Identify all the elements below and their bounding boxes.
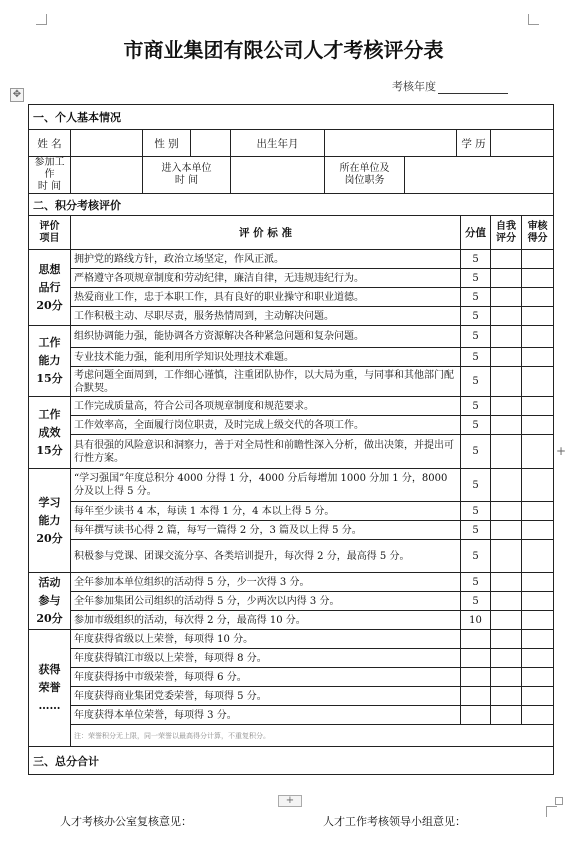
criterion-score: 5	[461, 502, 491, 521]
self-score-cell[interactable]	[491, 611, 522, 630]
gender-input-cell[interactable]	[191, 130, 231, 157]
self-score-cell[interactable]	[491, 469, 522, 502]
review-score-cell[interactable]	[522, 573, 554, 592]
review-score-cell[interactable]	[522, 521, 554, 540]
education-input-cell[interactable]	[491, 130, 554, 157]
self-score-cell[interactable]	[491, 540, 522, 573]
review-score-cell[interactable]	[522, 326, 554, 348]
criterion-text: 年度获得省级以上荣誉，每项得 10 分。	[71, 630, 461, 649]
dept-post-input-cell[interactable]	[405, 157, 554, 194]
self-score-cell[interactable]	[491, 250, 522, 269]
review-score-cell[interactable]	[522, 630, 554, 649]
assessment-year-blank[interactable]	[438, 81, 508, 94]
criterion-text: 专业技术能力强，能利用所学知识处理技术难题。	[71, 348, 461, 367]
add-row-icon[interactable]: +	[278, 795, 302, 807]
section1-heading-row	[29, 105, 554, 130]
birth-label: 出生年月	[231, 130, 325, 157]
category-cell: 活动 参与 20分	[29, 573, 71, 630]
criterion-score	[461, 630, 491, 649]
basic-info-row-1	[29, 130, 554, 157]
review-score-cell[interactable]	[522, 706, 554, 725]
self-score-cell[interactable]	[491, 397, 522, 416]
header-item: 评价 项目	[29, 216, 71, 250]
criterion-text: 工作效率高，全面履行岗位职责，及时完成上级交代的各项工作。	[71, 416, 461, 435]
self-score-cell[interactable]	[491, 573, 522, 592]
self-score-cell[interactable]	[491, 668, 522, 687]
criteria-row	[29, 435, 554, 469]
criterion-text: 年度获得镇江市级以上荣誉，每项得 8 分。	[71, 649, 461, 668]
criterion-score: 5	[461, 250, 491, 269]
category-cell: 工作 成效 15分	[29, 397, 71, 469]
page-title: 市商业集团有限公司人才考核评分表	[123, 38, 444, 62]
section2-heading: 二、积分考核评价	[29, 194, 554, 216]
criteria-row	[29, 469, 554, 502]
criterion-text: 年度获得商业集团党委荣誉，每项得 5 分。	[71, 687, 461, 706]
criterion-text: 工作完成质量高，符合公司各项规章制度和规范要求。	[71, 397, 461, 416]
education-label: 学 历	[457, 130, 491, 157]
criterion-score: 5	[461, 367, 491, 397]
self-score-cell[interactable]	[491, 348, 522, 367]
assessment-year-field[interactable]	[392, 78, 508, 94]
join-unit-input-cell[interactable]	[231, 157, 325, 194]
criteria-row	[29, 630, 554, 649]
self-score-cell[interactable]	[491, 307, 522, 326]
header-self: 自我 评分	[491, 216, 522, 250]
criterion-text: 严格遵守各项规章制度和劳动纪律，廉洁自律，无违规违纪行为。	[71, 269, 461, 288]
name-input-cell[interactable]	[71, 130, 143, 157]
criterion-text: 年度获得本单位荣誉，每项得 3 分。	[71, 706, 461, 725]
criterion-score: 5	[461, 307, 491, 326]
criteria-row	[29, 269, 554, 288]
work-start-input-cell[interactable]	[71, 157, 143, 194]
self-score-cell[interactable]	[491, 649, 522, 668]
honor-note: 注：荣誉积分无上限，同一荣誉以最高得分计算，不重复积分。	[71, 725, 554, 747]
criterion-text: 全年参加集团公司组织的活动得 5 分，少两次以内得 3 分。	[71, 592, 461, 611]
criterion-score: 5	[461, 416, 491, 435]
review-score-cell[interactable]	[522, 250, 554, 269]
review-score-cell[interactable]	[522, 611, 554, 630]
add-column-icon[interactable]: +	[556, 444, 567, 458]
self-score-cell[interactable]	[491, 269, 522, 288]
criteria-row	[29, 706, 554, 725]
criterion-score: 5	[461, 326, 491, 348]
self-score-cell[interactable]	[491, 502, 522, 521]
criteria-row	[29, 573, 554, 592]
review-score-cell[interactable]	[522, 416, 554, 435]
criterion-score: 5	[461, 269, 491, 288]
review-score-cell[interactable]	[522, 469, 554, 502]
header-standard: 评 价 标 准	[71, 216, 461, 250]
criterion-score: 5	[461, 348, 491, 367]
section1-heading: 一、个人基本情况	[29, 105, 554, 130]
dept-post-label: 所在单位及 岗位职务	[325, 157, 405, 194]
criterion-text: 具有很强的风险意识和洞察力，善于对全局性和前瞻性深入分析，做出决策，并提出可行性方案。	[71, 435, 461, 469]
criterion-text: 组织协调能力强，能协调各方资源解决各种紧急问题和复杂问题。	[71, 326, 461, 348]
review-score-cell[interactable]	[522, 288, 554, 307]
self-score-cell[interactable]	[491, 706, 522, 725]
criterion-text: 考虑问题全面周到，工作细心谨慎，注重团队协作，以大局为重，与同事和其他部门配合默契。	[71, 367, 461, 397]
self-score-cell[interactable]	[491, 687, 522, 706]
category-cell: 学习 能力 20分	[29, 469, 71, 573]
criterion-text: 积极参与党课、团课交流分享、各类培训提升，每次得 2 分，最高得 5 分。	[71, 540, 461, 573]
criterion-score: 5	[461, 592, 491, 611]
criterion-score: 5	[461, 540, 491, 573]
criterion-score: 5	[461, 397, 491, 416]
review-score-cell[interactable]	[522, 687, 554, 706]
criteria-row	[29, 288, 554, 307]
crop-mark-top-left	[36, 14, 47, 25]
criteria-header-row	[29, 216, 554, 250]
criterion-score: 5	[461, 573, 491, 592]
self-score-cell[interactable]	[491, 630, 522, 649]
criterion-score	[461, 649, 491, 668]
self-score-cell[interactable]	[491, 521, 522, 540]
criteria-row	[29, 416, 554, 435]
criterion-score	[461, 668, 491, 687]
criteria-row	[29, 326, 554, 348]
header-score: 分值	[461, 216, 491, 250]
table-move-handle-icon[interactable]: ✥	[10, 88, 24, 102]
criteria-row	[29, 397, 554, 416]
criterion-score	[461, 706, 491, 725]
criteria-row	[29, 521, 554, 540]
self-score-cell[interactable]	[491, 288, 522, 307]
gender-label: 性 别	[143, 130, 191, 157]
criterion-score: 5	[461, 288, 491, 307]
self-score-cell[interactable]	[491, 435, 522, 469]
review-score-cell[interactable]	[522, 348, 554, 367]
self-score-cell[interactable]	[491, 592, 522, 611]
table-resize-handle[interactable]	[555, 797, 563, 805]
category-cell: 获得 荣誉 ……	[29, 630, 71, 747]
review-score-cell[interactable]	[522, 307, 554, 326]
review-score-cell[interactable]	[522, 668, 554, 687]
category-cell: 思想 品行 20分	[29, 250, 71, 326]
criterion-score: 10	[461, 611, 491, 630]
criterion-text: 每年至少读书 4 本，每读 1 本得 1 分，4 本以上得 5 分。	[71, 502, 461, 521]
review-score-cell[interactable]	[522, 367, 554, 397]
birth-input-cell[interactable]	[325, 130, 457, 157]
criterion-text: 年度获得扬中市级荣誉，每项得 6 分。	[71, 668, 461, 687]
crop-mark-bottom-right	[546, 806, 557, 817]
section3-total-row	[29, 747, 554, 775]
self-score-cell[interactable]	[491, 416, 522, 435]
category-cell: 工作 能力 15分	[29, 326, 71, 397]
review-score-cell[interactable]	[522, 649, 554, 668]
criterion-text: 热爱商业工作，忠于本职工作，具有良好的职业操守和职业道德。	[71, 288, 461, 307]
criteria-row	[29, 649, 554, 668]
self-score-cell[interactable]	[491, 326, 522, 348]
criterion-text: 工作积极主动、尽职尽责，服务热情周到，主动解决问题。	[71, 307, 461, 326]
score-table	[28, 104, 554, 775]
criteria-row	[29, 611, 554, 630]
criteria-row	[29, 502, 554, 521]
name-label: 姓 名	[29, 130, 71, 157]
review-score-cell[interactable]	[522, 269, 554, 288]
criteria-row	[29, 250, 554, 269]
office-review-label: 人才考核办公室复核意见：	[60, 815, 192, 828]
review-score-cell[interactable]	[522, 435, 554, 469]
basic-info-row-2	[29, 157, 554, 194]
criteria-row	[29, 592, 554, 611]
self-score-cell[interactable]	[491, 367, 522, 397]
criteria-row	[29, 668, 554, 687]
criterion-text: 参加市级组织的活动，每次得 2 分，最高得 10 分。	[71, 611, 461, 630]
work-start-label: 参加工作 时 间	[29, 157, 71, 194]
criterion-score: 5	[461, 521, 491, 540]
criterion-score: 5	[461, 435, 491, 469]
criteria-row	[29, 307, 554, 326]
join-unit-label: 进入本单位 时 间	[143, 157, 231, 194]
header-review: 审核 得分	[522, 216, 554, 250]
review-score-cell[interactable]	[522, 592, 554, 611]
criterion-text: 拥护党的路线方针，政治立场坚定，作风正派。	[71, 250, 461, 269]
criteria-row	[29, 348, 554, 367]
criterion-score	[461, 687, 491, 706]
criteria-row	[29, 540, 554, 573]
section3-heading: 三、总分合计	[29, 747, 554, 775]
criteria-row	[29, 367, 554, 397]
section2-heading-row	[29, 194, 554, 216]
criteria-row	[29, 687, 554, 706]
crop-mark-top-right	[528, 14, 539, 25]
criterion-text: 每年撰写读书心得 2 篇，每写一篇得 2 分，3 篇及以上得 5 分。	[71, 521, 461, 540]
note-row	[29, 725, 554, 747]
leadership-review-label: 人才工作考核领导小组意见：	[323, 815, 466, 828]
criterion-text: 全年参加本单位组织的活动得 5 分，少一次得 3 分。	[71, 573, 461, 592]
review-score-cell[interactable]	[522, 397, 554, 416]
assessment-year-label: 考核年度	[392, 80, 436, 93]
review-score-cell[interactable]	[522, 502, 554, 521]
criterion-text: “学习强国”年度总积分 4000 分得 1 分，4000 分后每增加 1000 分加 1 分，8000 分及以上得 5 分。	[71, 469, 461, 502]
criterion-score: 5	[461, 469, 491, 502]
review-score-cell[interactable]	[522, 540, 554, 573]
